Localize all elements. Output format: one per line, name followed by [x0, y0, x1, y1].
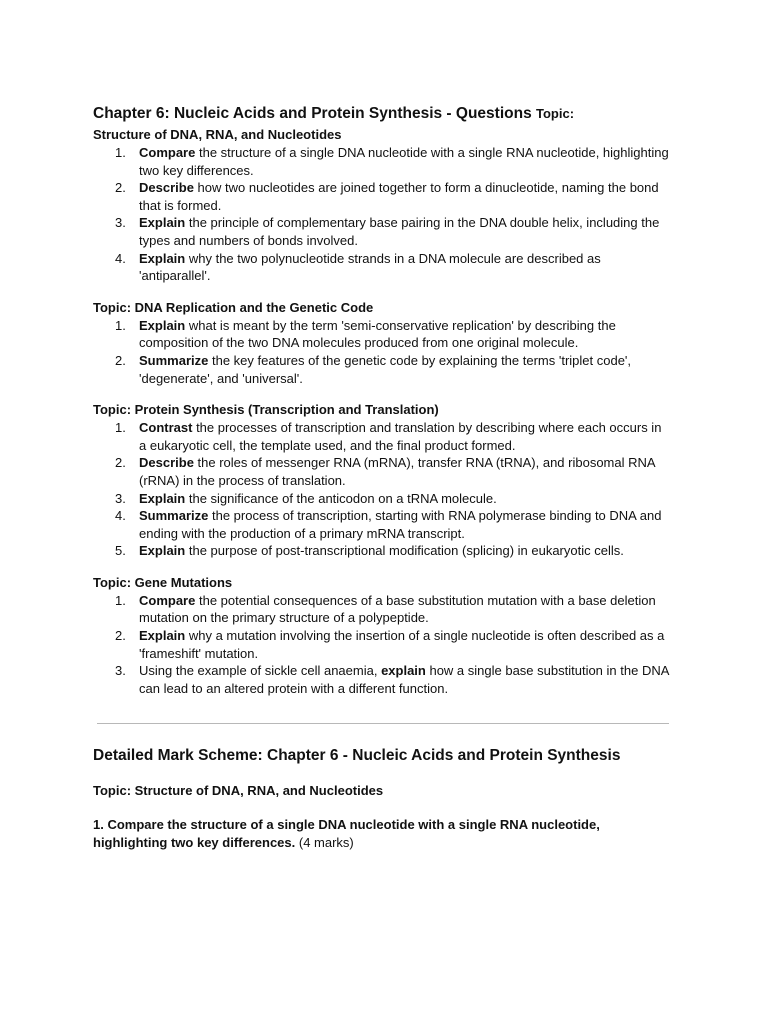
question-number: 5. [115, 543, 126, 559]
question-list-structure [93, 144, 672, 285]
question-number: 1. [115, 145, 126, 160]
section-divider [97, 723, 669, 724]
mark-scheme-question-marks: (4 marks) [295, 835, 354, 851]
title-text: Chapter 6: Nucleic Acids and Protein Synthesis - Questions [93, 105, 532, 122]
question-item [93, 542, 672, 560]
question-text: the roles of messenger RNA (mRNA), transfer RNA (tRNA), and ribosomal RNA (rRNA) in the process of translation. [139, 455, 655, 488]
topic-heading-structure: Structure of DNA, RNA, and Nucleotides [93, 127, 342, 142]
topic-heading-replication: Topic: DNA Replication and the Genetic Code [93, 299, 374, 315]
question-item [93, 490, 672, 508]
question-number: 1. [115, 592, 126, 608]
command-word: Summarize [139, 508, 209, 524]
question-item [93, 317, 672, 352]
command-word: Compare [139, 592, 196, 608]
command-word: Explain [139, 490, 186, 506]
question-number: 4. [115, 250, 126, 266]
command-word: Describe [139, 180, 194, 196]
question-item [93, 592, 672, 627]
question-item [93, 214, 672, 249]
question-text: why a mutation involving the insertion of a single nucleotide is often described as a 'frameshift' mutation. [139, 628, 665, 661]
command-word: Explain [139, 317, 186, 333]
question-item [93, 454, 672, 489]
question-text: the process of transcription, starting with RNA polymerase binding to DNA and ending with the production of a primary mRNA transcript. [139, 508, 662, 541]
command-word: Describe [139, 455, 194, 471]
question-text: why the two polynucleotide strands in a DNA molecule are described as 'antiparallel'. [139, 250, 601, 284]
question-number: 4. [115, 508, 126, 524]
question-item [93, 144, 672, 179]
question-number: 2. [115, 628, 126, 644]
question-number: 1. [115, 317, 126, 333]
command-word: explain [381, 663, 426, 679]
question-item [93, 507, 672, 542]
command-word: Explain [139, 543, 186, 559]
command-word: Compare [139, 145, 196, 160]
question-text: the purpose of post-transcriptional modification (splicing) in eukaryotic cells. [185, 543, 624, 559]
question-list-protein-synthesis [93, 419, 672, 560]
question-number: 2. [115, 352, 126, 368]
question-number: 3. [115, 490, 126, 506]
question-item [93, 662, 672, 697]
title-topic-prefix: Topic: [536, 106, 575, 121]
command-word: Explain [139, 215, 186, 231]
question-item [93, 627, 672, 662]
question-item [93, 179, 672, 214]
question-number: 1. [115, 420, 126, 436]
question-text-lead: Using the example of sickle cell anaemia, [139, 663, 382, 679]
command-word: Explain [139, 250, 186, 266]
command-word: Explain [139, 628, 186, 644]
mark-scheme-title: Detailed Mark Scheme: Chapter 6 - Nucleic Acids and Protein Synthesis [93, 747, 621, 765]
question-text: the principle of complementary base pairing in the DNA double helix, including the types and numbers of bonds involved. [139, 215, 660, 248]
topic-heading-gene-mutations: Topic: Gene Mutations [93, 574, 233, 590]
question-number: 3. [115, 663, 126, 679]
question-text: the potential consequences of a base substitution mutation with a base deletion mutation on the primary structure of a polypeptide. [139, 592, 656, 626]
topic-heading-protein-synthesis: Topic: Protein Synthesis (Transcription and Translation) [93, 402, 439, 418]
question-list-gene-mutations [93, 592, 672, 698]
command-word: Contrast [139, 420, 193, 436]
mark-scheme-question [93, 816, 672, 852]
question-text: the processes of transcription and translation by describing where each occurs in a eukaryotic cell, the template used, and the final product formed. [139, 420, 662, 453]
question-text: the key features of the genetic code by explaining the terms 'triplet code', 'degenerate', and 'universal'. [139, 352, 632, 386]
question-text: the significance of the anticodon on a tRNA molecule. [185, 490, 497, 506]
question-number: 2. [115, 180, 126, 196]
mark-scheme-topic-heading: Topic: Structure of DNA, RNA, and Nucleotides [93, 783, 384, 799]
question-number: 2. [115, 455, 126, 471]
mark-scheme-question-text: 1. Compare the structure of a single DNA nucleotide with a single RNA nucleotide, highlighting two key differences. [93, 817, 600, 851]
command-word: Summarize [139, 352, 209, 368]
document-title [93, 104, 672, 124]
question-item [93, 352, 672, 387]
question-text: how two nucleotides are joined together to form a dinucleotide, naming the bond that is formed. [139, 180, 659, 213]
question-item [93, 419, 672, 454]
question-item [93, 250, 672, 285]
question-list-replication [93, 317, 672, 387]
question-text: the structure of a single DNA nucleotide with a single RNA nucleotide, highlighting two key differences. [139, 145, 669, 178]
question-number: 3. [115, 215, 126, 231]
question-text: what is meant by the term 'semi-conservative replication' by describing the composition of the two DNA molecules produced from one original molecule. [139, 317, 616, 351]
question-text: how a single base substitution in the DNA can lead to an altered protein with a different function. [139, 663, 669, 696]
